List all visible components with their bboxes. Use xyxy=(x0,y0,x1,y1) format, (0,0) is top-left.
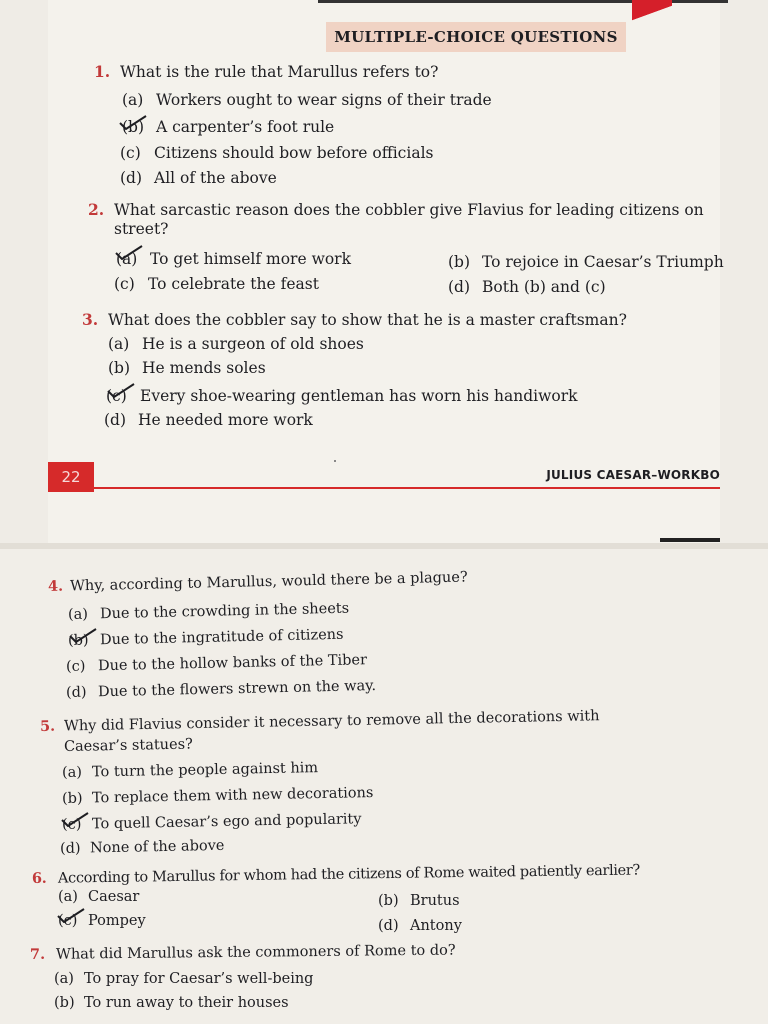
option: (c) Citizens should bow before officials xyxy=(120,144,434,162)
option: (b) A carpenter’s foot rule xyxy=(122,118,335,136)
option: (b) Brutus xyxy=(378,893,460,909)
question-2-continued: street? xyxy=(114,220,169,238)
question-5-continued: Caesar’s statues? xyxy=(63,736,194,755)
option: (c) Pompey xyxy=(58,913,146,929)
page-number: 22 xyxy=(48,462,94,492)
option: (d) All of the above xyxy=(120,169,277,187)
option: (d) He needed more work xyxy=(104,411,313,429)
option: (c) To celebrate the feast xyxy=(114,275,319,293)
option: (a) To pray for Caesar’s well-being xyxy=(54,971,314,987)
answer-tick-icon xyxy=(114,244,144,260)
answer-tick-icon xyxy=(68,627,98,643)
page-bottom xyxy=(0,549,768,1024)
option: (d) Both (b) and (c) xyxy=(448,278,606,296)
question-7: 7. What did Marullus ask the commoners of Rome to do? xyxy=(29,942,456,963)
option: (d) Due to the flowers strewn on the way. xyxy=(65,677,377,701)
option: (b) To run away to their houses xyxy=(54,995,289,1011)
answer-tick-icon xyxy=(118,114,148,130)
answer-tick-icon xyxy=(56,907,86,923)
option: (d) Antony xyxy=(378,918,462,934)
footer-rule xyxy=(94,487,720,489)
question-2: 2. What sarcastic reason does the cobbler give Flavius for leading citizens on xyxy=(88,200,704,219)
option: (a) Caesar xyxy=(58,889,140,905)
question-text: Why, according to Marullus, would there be a plague? xyxy=(69,569,468,595)
book-title: JULIUS CAESAR–WORKBO xyxy=(546,468,720,482)
option: (b) He mends soles xyxy=(108,359,266,377)
option: (b) To rejoice in Caesar’s Triumph xyxy=(448,253,724,271)
option: (d) None of the above xyxy=(59,837,225,857)
answer-tick-icon xyxy=(60,811,90,827)
option: (a) To get himself more work xyxy=(116,250,351,268)
option: (c) To quell Caesar’s ego and popularity xyxy=(61,811,362,833)
question-text: What does the cobbler say to show that he is a master craftsman? xyxy=(108,311,627,329)
answer-tick-icon xyxy=(106,382,136,398)
option: (a) Due to the crowding in the sheets xyxy=(67,600,350,623)
question-text: Why did Flavius consider it necessary to remove all the decorations with xyxy=(63,708,600,735)
question-4: 4. Why, according to Marullus, would there be a plague? xyxy=(47,569,468,595)
option: (a) Workers ought to wear signs of their trade xyxy=(122,91,492,109)
option: (a) To turn the people against him xyxy=(61,760,319,781)
option: (a) He is a surgeon of old shoes xyxy=(108,335,364,353)
question-text: According to Marullus for whom had the citizens of Rome waited patiently earlier? xyxy=(57,862,640,887)
question-text: What is the rule that Marullus refers to? xyxy=(120,63,439,81)
page-footer xyxy=(48,462,720,492)
question-text: What did Marullus ask the commoners of Rome to do? xyxy=(55,942,456,963)
question-text: What sarcastic reason does the cobbler give Flavius for leading citizens on xyxy=(114,201,704,219)
question-5: 5. Why did Flavius consider it necessary to remove all the decorations with xyxy=(39,708,600,735)
section-heading: MULTIPLE-CHOICE QUESTIONS xyxy=(326,22,626,52)
question-1: 1. What is the rule that Marullus refers to? xyxy=(94,62,439,81)
bottom-rule xyxy=(660,538,720,542)
option: (b) To replace them with new decorations xyxy=(61,785,374,807)
option: (c) Due to the hollow banks of the Tiber xyxy=(65,652,368,675)
corner-decoration xyxy=(632,0,672,22)
page-top xyxy=(48,0,724,543)
option: (c) Every shoe-wearing gentleman has worn his handiwork xyxy=(106,387,578,405)
option: (b) Due to the ingratitude of citizens xyxy=(67,626,344,649)
question-6: 6. According to Marullus for whom had the citizens of Rome waited patiently earlier? xyxy=(31,862,640,887)
question-3: 3. What does the cobbler say to show that he is a master craftsman? xyxy=(82,310,627,329)
